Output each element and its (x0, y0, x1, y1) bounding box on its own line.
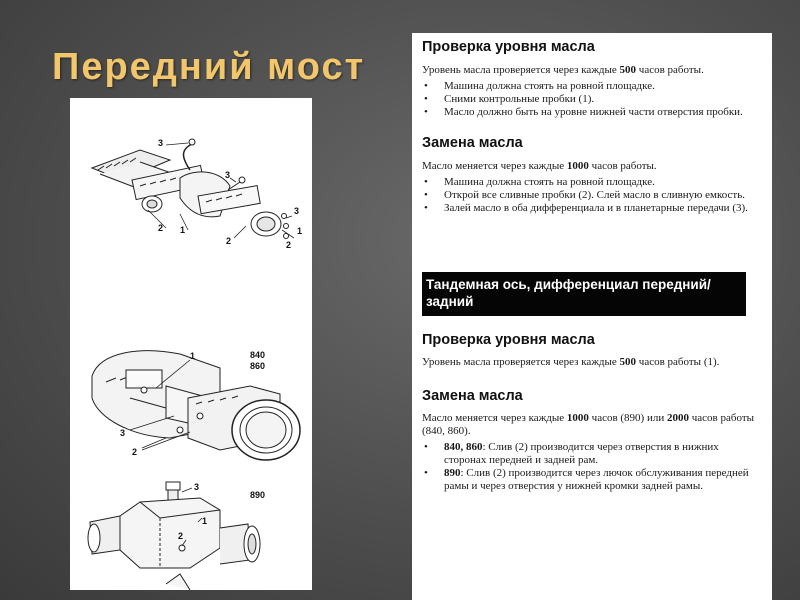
oil-change-intro-post: часов работы. (588, 160, 657, 172)
oil-check-intro-pre: Уровень масла проверяется через каждые (422, 64, 620, 76)
oil-change-intro-pre: Масло меняется через каждые (422, 160, 567, 172)
callout-1: 1 (190, 351, 196, 361)
callout-3: 3 (225, 170, 231, 180)
tandem-axle-banner: Тандемная ось, дифференциал передний/задний (422, 272, 746, 316)
drain-description: : Слив (2) производится через отверстия в нижних сторонах передней и задней рам. (444, 441, 719, 466)
oil-change-interval: 1000 (566, 160, 589, 172)
tandem-oil-change-intro (422, 412, 762, 438)
oil-check-intro-post: часов работы. (636, 64, 704, 76)
front-axle-drawing (92, 139, 289, 239)
callout-2: 2 (226, 236, 232, 246)
model-label: 840, 860 (444, 441, 483, 453)
tandem-oil-change-intro-mid: часов (890) или (588, 412, 667, 424)
differential-890-drawing (88, 482, 260, 590)
list-item: • Сними контрольные пробки (1). (422, 93, 762, 106)
callout-1: 1 (202, 516, 208, 526)
model-label: 890 (444, 467, 461, 479)
model-label-860: 860 (250, 361, 266, 371)
oil-change-steps (422, 176, 762, 215)
axle-diagrams (70, 98, 312, 590)
list-item: • Залей масло в оба дифференциала и в планетарные передачи (3). (422, 202, 762, 215)
list-item (422, 467, 762, 493)
callout-2: 2 (286, 240, 292, 250)
tandem-oil-change-interval-840-860: 2000 (667, 412, 689, 424)
oil-check-steps (422, 80, 762, 119)
section-heading-tandem-oil-change: Замена масла (422, 388, 523, 404)
list-item: • Машина должна стоять на ровной площадке. (422, 80, 762, 93)
list-item: • Масло должно быть на уровне нижней части отверстия пробки. (422, 106, 762, 119)
maintenance-text-panel (412, 33, 772, 600)
oil-check-intro (422, 64, 762, 77)
slide-title: Передний мост (52, 46, 366, 88)
section-heading-oil-change: Замена масла (422, 135, 523, 151)
list-item (422, 441, 762, 467)
section-heading-tandem-oil-check: Проверка уровня масла (422, 332, 595, 348)
callout-3: 3 (158, 138, 164, 148)
list-item: • Открой все сливные пробки (2). Слей масло в сливную емкость. (422, 189, 762, 202)
callout-2: 2 (132, 447, 138, 457)
tandem-axle-drawing (92, 351, 300, 460)
tandem-oil-check-intro (422, 356, 762, 369)
tandem-oil-change-intro-pre: Масло меняется через каждые (422, 412, 567, 424)
tandem-oil-change-intro-post: часов работы (840, 860). (422, 412, 755, 437)
callout-2: 2 (158, 223, 164, 233)
axle-diagram-panel (70, 98, 312, 590)
tandem-oil-change-steps (422, 441, 762, 493)
callout-3: 3 (120, 428, 126, 438)
section-heading-oil-check: Проверка уровня масла (422, 39, 595, 55)
tandem-oil-check-intro-pre: Уровень масла проверяется через каждые (422, 356, 620, 368)
tandem-oil-change-interval-890: 1000 (566, 412, 589, 424)
tandem-oil-check-interval: 500 (619, 356, 637, 368)
tandem-oil-check-intro-post: часов работы (1). (636, 356, 720, 368)
callout-3: 3 (294, 206, 300, 216)
oil-check-interval: 500 (619, 64, 637, 76)
callout-3: 3 (194, 482, 200, 492)
drain-description: : Слив (2) производится через лючок обслуживания передней рамы и через отверстия у нижней кромки задней рамы. (444, 467, 749, 492)
list-item: • Машина должна стоять на ровной площадке. (422, 176, 762, 189)
callout-1: 1 (297, 226, 303, 236)
callout-1: 1 (180, 225, 186, 235)
model-label-890: 890 (250, 490, 266, 500)
callout-2: 2 (178, 531, 184, 541)
model-label-840: 840 (250, 350, 266, 360)
oil-change-intro (422, 160, 762, 173)
